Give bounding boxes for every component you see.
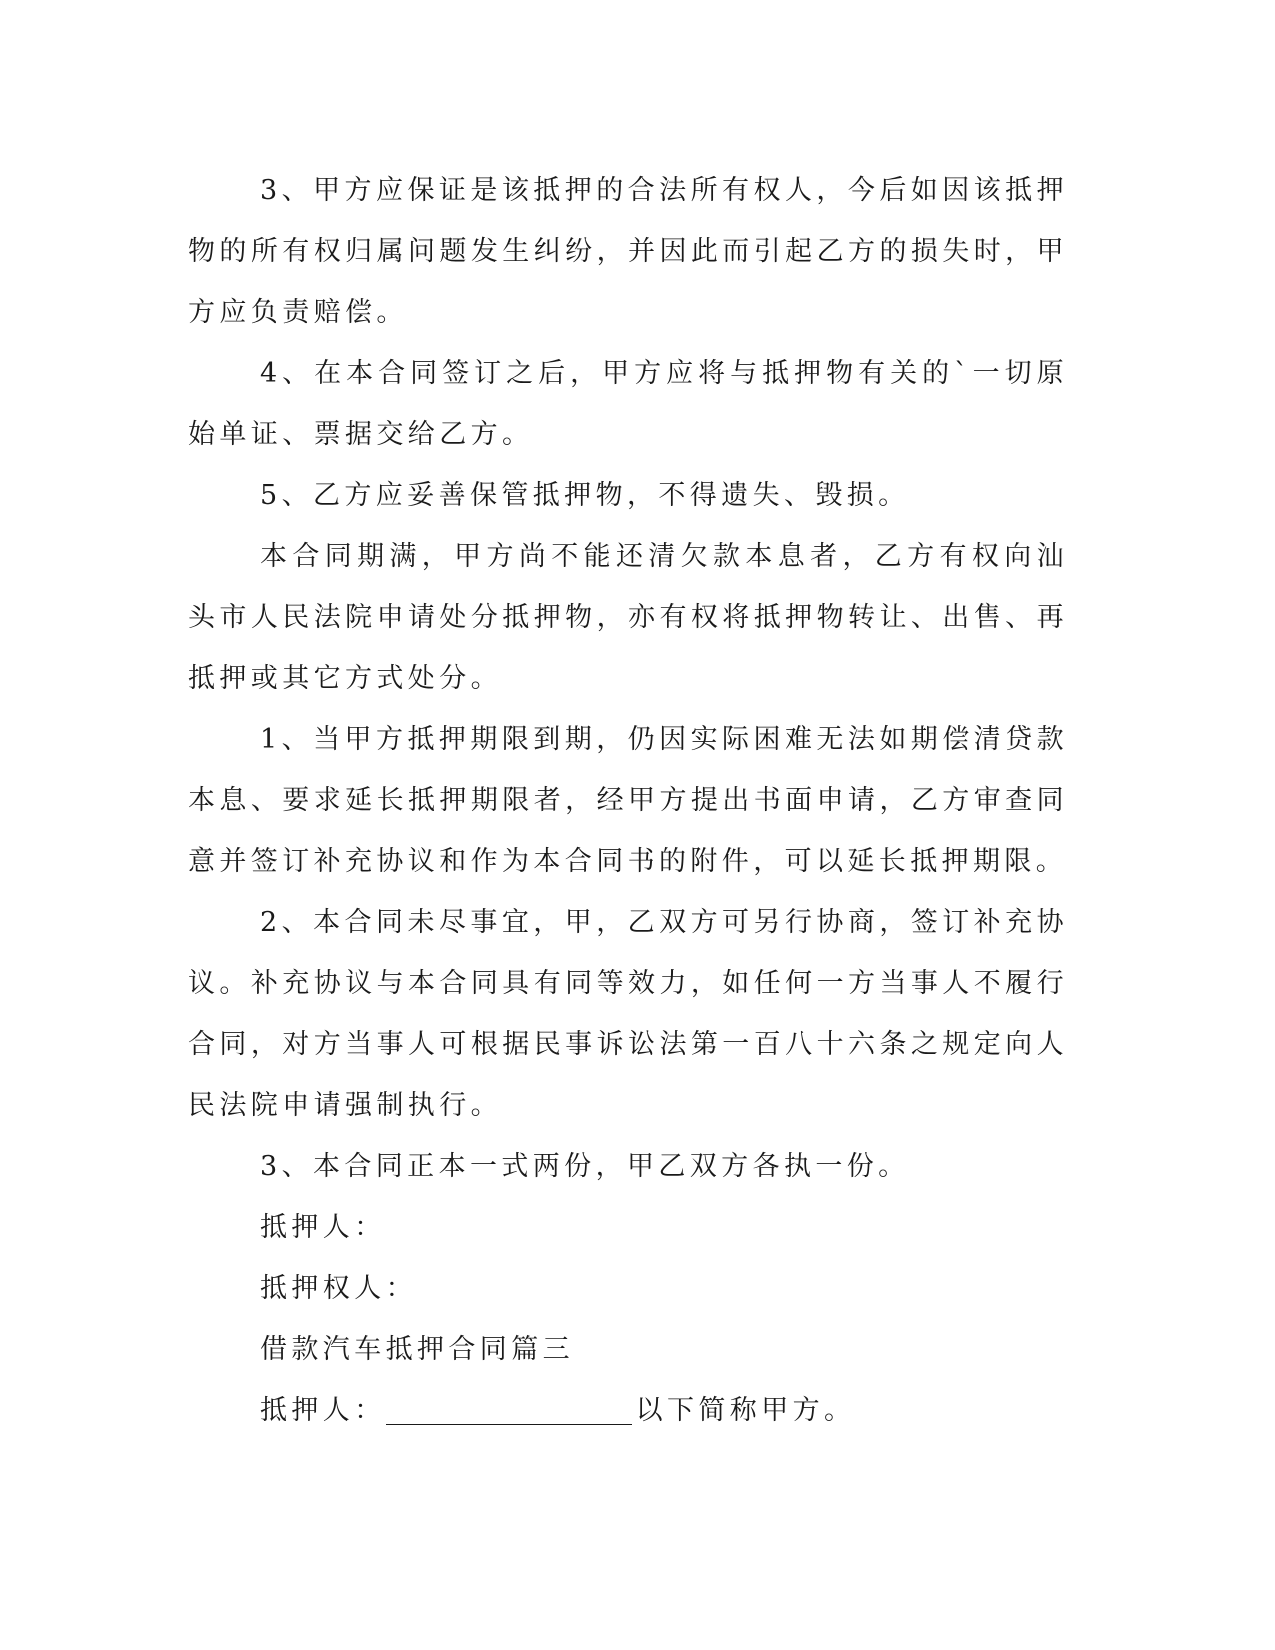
mortgagee-signature-label: 抵押权人： — [260, 1273, 417, 1304]
section-heading: 借款汽车抵押合同篇三 — [260, 1334, 574, 1365]
clause-5-safekeeping: 5、乙方应妥善保管抵押物，不得遗失、毁损。 — [260, 480, 910, 511]
mortgagor-suffix: 以下简称甲方。 — [635, 1395, 856, 1426]
clause-3-copies: 3、本合同正本一式两份，甲乙双方各执一份。 — [260, 1151, 910, 1182]
clause-2-supplementary: 2、本合同未尽事宜，甲，乙双方可另行协商，签订补充协议。补充协议与本合同具有同等效力，如任何一方当事人不履行合同，对方当事人可根据民事诉讼法第一百八十六条之规定向人民法院申请强制执行。 — [188, 907, 1068, 1121]
mortgagor-signature-label: 抵押人： — [260, 1212, 386, 1243]
clause-4-original-documents: 4、在本合同签订之后，甲方应将与抵押物有关的`一切原始单证、票据交给乙方。 — [188, 358, 1068, 450]
clause-1-extension: 1、当甲方抵押期限到期，仍因实际困难无法如期偿清贷款本息、要求延长抵押期限者，经甲方提出书面申请，乙方审查同意并签订补充协议和作为本合同书的附件，可以延长抵押期限。 — [188, 724, 1068, 877]
mortgagor-label: 抵押人： — [260, 1395, 386, 1426]
clause-3-owner-guarantee: 3、甲方应保证是该抵押的合法所有权人，今后如因该抵押物的所有权归属问题发生纠纷，并因此而引起乙方的损失时，甲方应负责赔偿。 — [188, 175, 1068, 328]
mortgagor-line — [188, 1380, 1068, 1441]
contract-expiry-paragraph: 本合同期满，甲方尚不能还清欠款本息者，乙方有权向汕头市人民法院申请处分抵押物，亦有权将抵押物转让、出售、再抵押或其它方式处分。 — [188, 541, 1068, 694]
document-body — [188, 160, 1068, 1441]
mortgagor-blank-line — [386, 1394, 632, 1425]
